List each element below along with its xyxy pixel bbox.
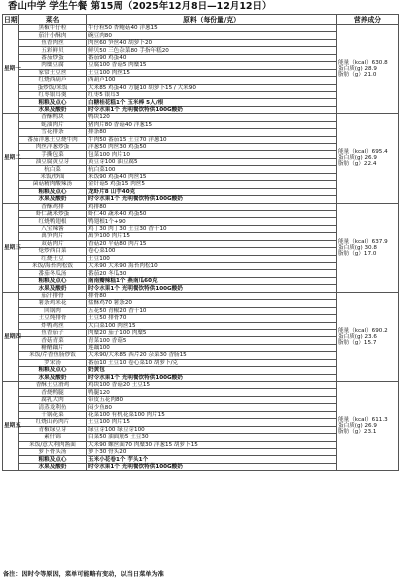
dish-name: 虾仁蔬米炒蛋 xyxy=(19,210,87,217)
ingredients: 土豆50 排骨70 xyxy=(87,315,337,322)
dish-name: 香烧鸭腿 xyxy=(19,389,87,396)
nutrition-line: 能量（kcal）637.9 xyxy=(338,238,388,245)
dish-name: 炝炒西白菜 xyxy=(19,248,87,255)
dish-name: 米饭/意大利肉酱面 xyxy=(19,441,87,448)
nutrition-line: 能量（kcal）690.2 xyxy=(338,327,388,334)
ingredients: 虾仁40 蔬米40 鸡蛋50 xyxy=(87,210,337,217)
day-label: 星期一 xyxy=(3,25,19,114)
nutrition-line: 脂肪（g）23.1 xyxy=(338,429,377,436)
dish-name: 粗粮及点心 xyxy=(19,188,87,195)
ingredients: 洋葱50 肉丝30 鸡蛋50 xyxy=(87,144,337,151)
day-label: 星期五 xyxy=(3,382,19,471)
ingredients: 大米90 螺丝面70 肉糜30 洋葱15 胡萝卜15 xyxy=(87,441,337,448)
dish-name: 番茄洋葱土豆烧牛肉 xyxy=(19,136,87,143)
ingredients: 豆腐100 香菇5 肉糜15 xyxy=(87,62,337,69)
dish-name: 五彩鲜贝 xyxy=(19,47,87,54)
dish-name: 米饭/芹香鱼肠炒饭 xyxy=(19,352,87,359)
dish-name: 香酥鸡排 xyxy=(19,203,87,210)
ingredients: 牛肉50 番茄15 土豆70 洋葱10 xyxy=(87,136,337,143)
dish-name: 土豆炖排骨 xyxy=(19,315,87,322)
ingredients: 玉米小花卷1个 芋头1个 xyxy=(87,456,337,463)
nutrition-summary xyxy=(337,203,399,292)
dish-name: 肉糜豆腐 xyxy=(19,62,87,69)
dish-name: 雪花排条 xyxy=(19,129,87,136)
ingredients: 土豆100 肉丝15 xyxy=(87,69,337,76)
dish-name: 蚝油肉片 xyxy=(19,121,87,128)
ingredients: 闷少鱼80 xyxy=(87,404,337,411)
nutrition-line: 脂肪（g）22.4 xyxy=(338,161,377,168)
menu-body xyxy=(3,25,399,471)
dish-name: 水果及酸奶 xyxy=(19,106,87,113)
ingredients: 带皮五花肉80 xyxy=(87,396,337,403)
dish-name: 双菇肉片 xyxy=(19,240,87,247)
nutrition-line: 蛋白质(g) 26.9 xyxy=(338,423,377,430)
dish-name: 薯条鸡米花 xyxy=(19,300,87,307)
ingredients: 土豆100 肉片15 xyxy=(87,419,337,426)
dish-name: 蛋炒饭/米饭 xyxy=(19,84,87,91)
ingredients: 时令水果1个 光明餐饮特供100G酸奶 xyxy=(87,196,337,203)
ingredients: 奶黄包 xyxy=(87,367,337,374)
ingredients: 黄豆芽100 油豆腐5 xyxy=(87,158,337,165)
dish-name: 糖醋藕片 xyxy=(19,344,87,351)
ingredients: 米饭90 鸡蛋40 肉丝15 xyxy=(87,173,337,180)
ingredients: 五花50 青椒20 香干10 xyxy=(87,307,337,314)
nutrition-line: 能量（kcal）630.8 xyxy=(338,60,388,67)
menu-row xyxy=(3,203,399,210)
dish-name: 水果及酸奶 xyxy=(19,196,87,203)
dish-name: 鱼香茄子 xyxy=(19,329,87,336)
dish-name: 红烧西葫芦 xyxy=(19,77,87,84)
dish-name: 香酥鸭块 xyxy=(19,114,87,121)
header-ingredients: 原料（每份量/克） xyxy=(87,15,337,25)
dish-name: 黑椒牛仔粒 xyxy=(19,25,87,32)
dish-name: 肉丝洋葱炒蛋 xyxy=(19,144,87,151)
ingredients: 大米85 鸡蛋40 方腿10 胡萝卜15 / 大米90 xyxy=(87,84,337,91)
ingredients: 时令水果1个 光明餐饮特供100G酸奶 xyxy=(87,285,337,292)
nutrition-line: 脂肪（g）21.0 xyxy=(338,72,377,79)
dish-name: 菌菇精肉酸辣汤 xyxy=(19,181,87,188)
dish-name: 青椒绿豆芽 xyxy=(19,426,87,433)
ingredients: 番茄10 土豆10 卷心菜10 胡萝卜/克 xyxy=(87,359,337,366)
dish-name: 红烧鸭翅根 xyxy=(19,218,87,225)
ingredients: 香菇20 平菇80 肉片15 xyxy=(87,240,337,247)
ingredients: 鲜贝50 三色杂菜80 手指年糕20 xyxy=(87,47,337,54)
ingredients: 杭白菜100 xyxy=(87,166,337,173)
menu-row xyxy=(3,25,399,32)
dish-name: 水果及酸奶 xyxy=(19,285,87,292)
footnote: 备注：因时令等原因，菜单可能略有变动，以当日菜单为准 xyxy=(3,571,164,578)
ingredients: 牛仔粒50 杏鲍菇40 洋葱15 xyxy=(87,25,337,32)
dish-name: 番茄冬瓜汤 xyxy=(19,270,87,277)
nutrition-line: 能量（kcal）611.3 xyxy=(338,417,388,424)
nutrition-line: 能量（kcal）695.4 xyxy=(338,149,388,156)
menu-row xyxy=(3,382,399,389)
ingredients: 花菜100 有机花菜100 肉片15 xyxy=(87,411,337,418)
dish-name: 香菇青菜 xyxy=(19,337,87,344)
ingredients: 萝卜30 骨头20 xyxy=(87,448,337,455)
nutrition-summary xyxy=(337,292,399,381)
ingredients: 大米90/大米85 西芹20 杂菜30 香肠15 xyxy=(87,352,337,359)
dish-name: 腐乳大肉 xyxy=(19,396,87,403)
header-day: 日期 xyxy=(4,15,18,24)
ingredients: 莲藕100 xyxy=(87,344,337,351)
dish-name: 八宝辣酱 xyxy=(19,225,87,232)
dish-name: 水果及酸奶 xyxy=(19,463,87,470)
dish-name: 鱼香肉丝 xyxy=(19,39,87,46)
ingredients: 时令水果1个 光明餐饮特供100G酸奶 xyxy=(87,374,337,381)
nutrition-line: 蛋白质(g) 30.8 xyxy=(338,244,377,251)
dish-name: 素什锦 xyxy=(19,434,87,441)
day-label: 星期三 xyxy=(3,203,19,292)
nutrition-summary xyxy=(337,114,399,203)
ingredients: 肉丝60 笋丝40 胡萝卜20 xyxy=(87,39,337,46)
dish-name: 米饭/炒面 xyxy=(19,173,87,180)
dish-name: 萝卜骨头汤 xyxy=(19,448,87,455)
ingredients: 时令水果1个 光明餐饮特供100G酸奶 xyxy=(87,463,337,470)
header-row xyxy=(3,15,399,25)
nutrition-line: 脂肪（g）17.0 xyxy=(338,250,377,257)
ingredients: 排条80 xyxy=(87,129,337,136)
ingredients: 绿豆芽100 绿豆芽100 xyxy=(87,426,337,433)
ingredients: 萬笋100 肉片15 xyxy=(87,233,337,240)
nutrition-summary xyxy=(337,382,399,471)
menu-table xyxy=(2,14,399,471)
ingredients: 肉糜20 茄子100 肉糜5 xyxy=(87,329,337,336)
ingredients: 大白菜100 肉丝15 xyxy=(87,322,337,329)
ingredients: 青菜100 香菇5 xyxy=(87,337,337,344)
dish-name: 萬笋肉片 xyxy=(19,233,87,240)
ingredients: 排骨80 xyxy=(87,292,337,299)
nutrition-line: 蛋白质(g) 26.9 xyxy=(338,155,377,162)
nutrition-summary xyxy=(337,25,399,114)
dish-name: 粗粮及点心 xyxy=(19,367,87,374)
menu-row xyxy=(3,292,399,299)
ingredients: 时令水果1个 光明餐饮特供100G酸奶 xyxy=(87,106,337,113)
day-label: 星期四 xyxy=(3,292,19,381)
nutrition-line: 脂肪（g）15.7 xyxy=(338,339,377,346)
ingredients: 金针菇5 鸡蛋15 肉丝5 xyxy=(87,181,337,188)
dish-name: 油豆腐黄豆芽 xyxy=(19,158,87,165)
dish-name: 千锅花菜 xyxy=(19,411,87,418)
ingredients: 西葫芦100 xyxy=(87,77,337,84)
menu-row xyxy=(3,114,399,121)
ingredients: 猪肉片80 香菇40 洋葱15 xyxy=(87,121,337,128)
nutrition-line: 蛋白质(g) 23.6 xyxy=(338,333,377,340)
dish-name: 粗粮及点心 xyxy=(19,456,87,463)
dish-name: 红烧土豆 xyxy=(19,255,87,262)
day-label: 星期二 xyxy=(3,114,19,203)
dish-name: 水果及酸奶 xyxy=(19,374,87,381)
dish-name: 清蒸龙利鱼 xyxy=(19,404,87,411)
dish-name: 米饭/海苔肉松饭 xyxy=(19,263,87,270)
dish-name: 粗粮及点心 xyxy=(19,99,87,106)
ingredients: 大米90 大米90 海苔肉松10 xyxy=(87,263,337,270)
dish-name: 茄汁小酥肉 xyxy=(19,32,87,39)
dish-name: 茄汁排骨 xyxy=(19,292,87,299)
dish-name: 炸鸭鸡丝 xyxy=(19,322,87,329)
dish-name: 回锅肉 xyxy=(19,307,87,314)
ingredients: 碗豆肉80 xyxy=(87,32,337,39)
dish-name: 番茄炒蛋 xyxy=(19,54,87,61)
ingredients: 番茄20 冬瓜30 xyxy=(87,270,337,277)
ingredients: 白糖桂花糕1个 玉米棒 5人/根 xyxy=(87,99,337,106)
dish-name: 红枣银耳羹 xyxy=(19,91,87,98)
dish-name: 家常土豆丝 xyxy=(19,69,87,76)
dish-name: 粗粮及点心 xyxy=(19,277,87,284)
ingredients: 红枣5 银耳3 xyxy=(87,91,337,98)
ingredients: 白菜50 油面筋5 土豆30 xyxy=(87,434,337,441)
dish-name: 香酥土豆滑鸡 xyxy=(19,382,87,389)
ingredients: 包菜100 肉片10 xyxy=(87,151,337,158)
nutrition-line: 蛋白质(g) 28.9 xyxy=(338,66,377,73)
dish-name: 杭白菜 xyxy=(19,166,87,173)
ingredients: 鸭翅根1个+90 xyxy=(87,218,337,225)
ingredients: 南南瓣辣糕1个 燕南瓜60克 xyxy=(87,277,337,284)
ingredients: 龙虾片8 山芋40克 xyxy=(87,188,337,195)
dish-name: 罗宋汤 xyxy=(19,359,87,366)
ingredients: 番茄90 鸡蛋40 xyxy=(87,54,337,61)
dish-name: 红烧山药肉片 xyxy=(19,419,87,426)
ingredients: 鸡丁30 肉丁30 土豆30 香干10 xyxy=(87,225,337,232)
ingredients: 盐酥鸡70 薯条20 xyxy=(87,300,337,307)
ingredients: 鸭块120 xyxy=(87,114,337,121)
ingredients: 鸡排80 xyxy=(87,203,337,210)
ingredients: 鸡块100 香菇20 土豆15 xyxy=(87,382,337,389)
header-dish: 菜名 xyxy=(19,15,87,25)
dish-name: 手撕包菜 xyxy=(19,151,87,158)
ingredients: 鸭腿120 xyxy=(87,389,337,396)
ingredients: 土豆100 xyxy=(87,255,337,262)
ingredients: 卷心菜100 xyxy=(87,248,337,255)
header-nutrition: 营养成分 xyxy=(337,15,399,25)
page-title: 香山中学 学生午餐 第15周（2025年12月8日—12月12日） xyxy=(8,1,272,12)
